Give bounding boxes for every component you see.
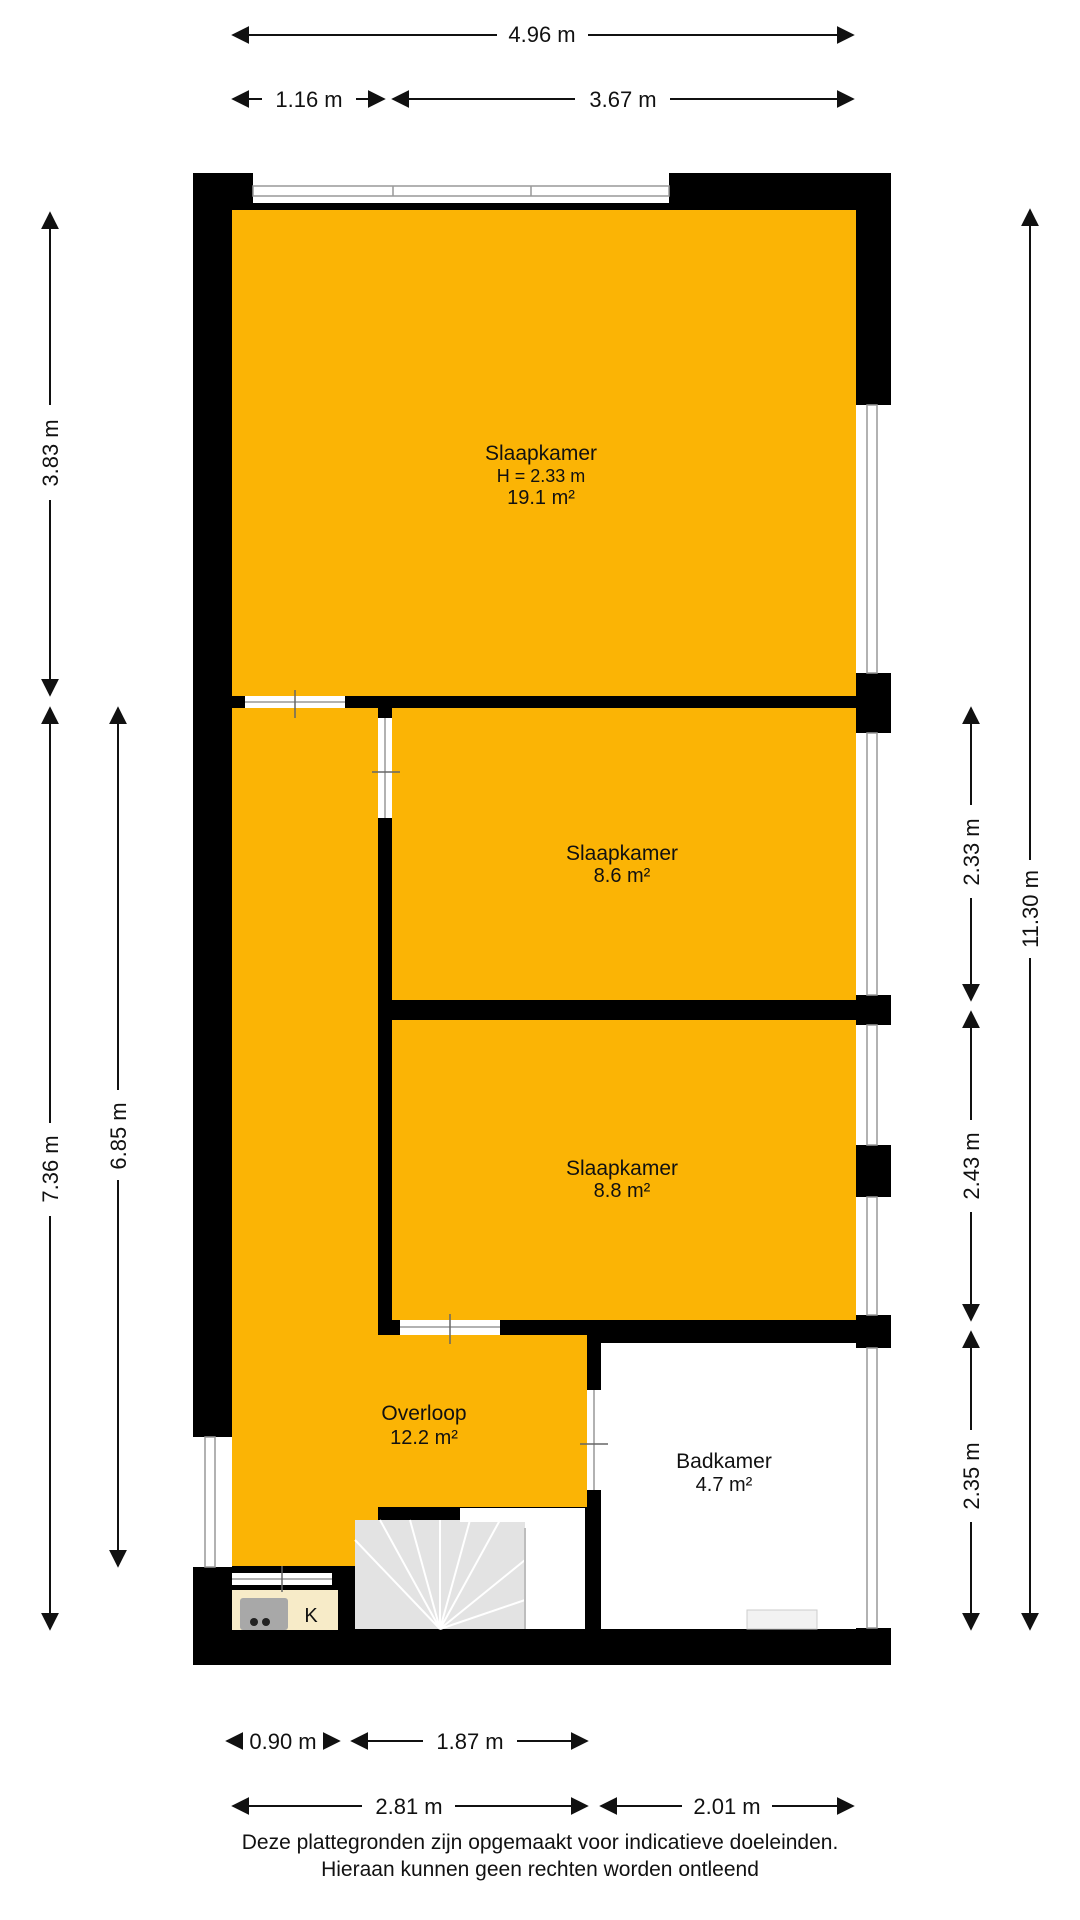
window-right-4 (856, 1197, 891, 1315)
room-landing-lower (232, 1505, 352, 1566)
label-bedroom-large-area: 19.1 m² (507, 487, 575, 509)
window-top (253, 173, 669, 203)
window-right-1 (856, 405, 891, 673)
window-right-5 (856, 1348, 891, 1628)
label-bedroom-middle-area: 8.6 m² (593, 865, 651, 887)
dim-left-lower (38, 708, 63, 1629)
dim-top-right (393, 87, 853, 112)
dim-top-total (233, 22, 853, 47)
dim-bottom-left-label: 2.81 m (375, 1794, 443, 1819)
label-bedroom-large-name: Slaapkamer (484, 442, 598, 465)
label-bathroom-name: Badkamer (676, 1450, 772, 1473)
window-right-2 (856, 733, 891, 995)
dim-right-2-label: 2.43 m (959, 1132, 984, 1200)
dim-top-right-label: 3.67 m (589, 87, 657, 112)
disclaimer-line-2: Hieraan kunnen geen rechten worden ontleend (321, 1858, 759, 1881)
window-left (193, 1437, 232, 1567)
dim-bottom-right (601, 1794, 853, 1819)
dim-left-upper-label: 3.83 m (38, 419, 63, 487)
dim-top-left-label: 1.16 m (275, 87, 343, 112)
staircase (355, 1508, 585, 1629)
label-landing-name: Overloop (381, 1402, 467, 1425)
closet-label: K (304, 1605, 318, 1627)
dim-left-lower-label: 7.36 m (38, 1135, 63, 1203)
label-bedroom-lower-name: Slaapkamer (565, 1157, 679, 1180)
dim-bottom-left-mid-label: 1.87 m (436, 1729, 504, 1754)
dim-left-upper (38, 213, 63, 695)
dim-top-total-label: 4.96 m (508, 22, 576, 47)
dim-right-total-label: 11.30 m (1018, 870, 1043, 948)
dim-right-3-label: 2.35 m (959, 1442, 984, 1510)
dim-right-2 (959, 1012, 984, 1320)
label-bedroom-lower-area: 8.8 m² (593, 1180, 651, 1202)
dim-right-1-label: 2.33 m (959, 818, 984, 886)
label-landing-area: 12.2 m² (390, 1427, 458, 1449)
dim-left-inner (106, 708, 131, 1566)
label-bedroom-large-height: H = 2.33 m (496, 466, 586, 486)
dim-bottom-left (233, 1794, 587, 1819)
dim-left-inner-label: 6.85 m (106, 1102, 131, 1170)
window-right-3 (856, 1025, 891, 1145)
label-bathroom-area: 4.7 m² (695, 1474, 753, 1496)
dim-bottom-left-mid (352, 1729, 587, 1754)
dim-top-left (233, 87, 384, 112)
dim-bottom-left-small-label: 0.90 m (249, 1729, 317, 1754)
dim-right-3 (959, 1332, 984, 1629)
dim-right-1 (959, 708, 984, 1000)
dim-right-total (1018, 210, 1043, 1629)
disclaimer-line-1: Deze plattegronden zijn opgemaakt voor indicatieve doeleinden. (241, 1831, 839, 1854)
bath-fixture (747, 1610, 817, 1629)
dim-bottom-right-label: 2.01 m (693, 1794, 761, 1819)
dim-bottom-left-small (227, 1729, 339, 1754)
label-bedroom-middle-name: Slaapkamer (565, 842, 679, 865)
